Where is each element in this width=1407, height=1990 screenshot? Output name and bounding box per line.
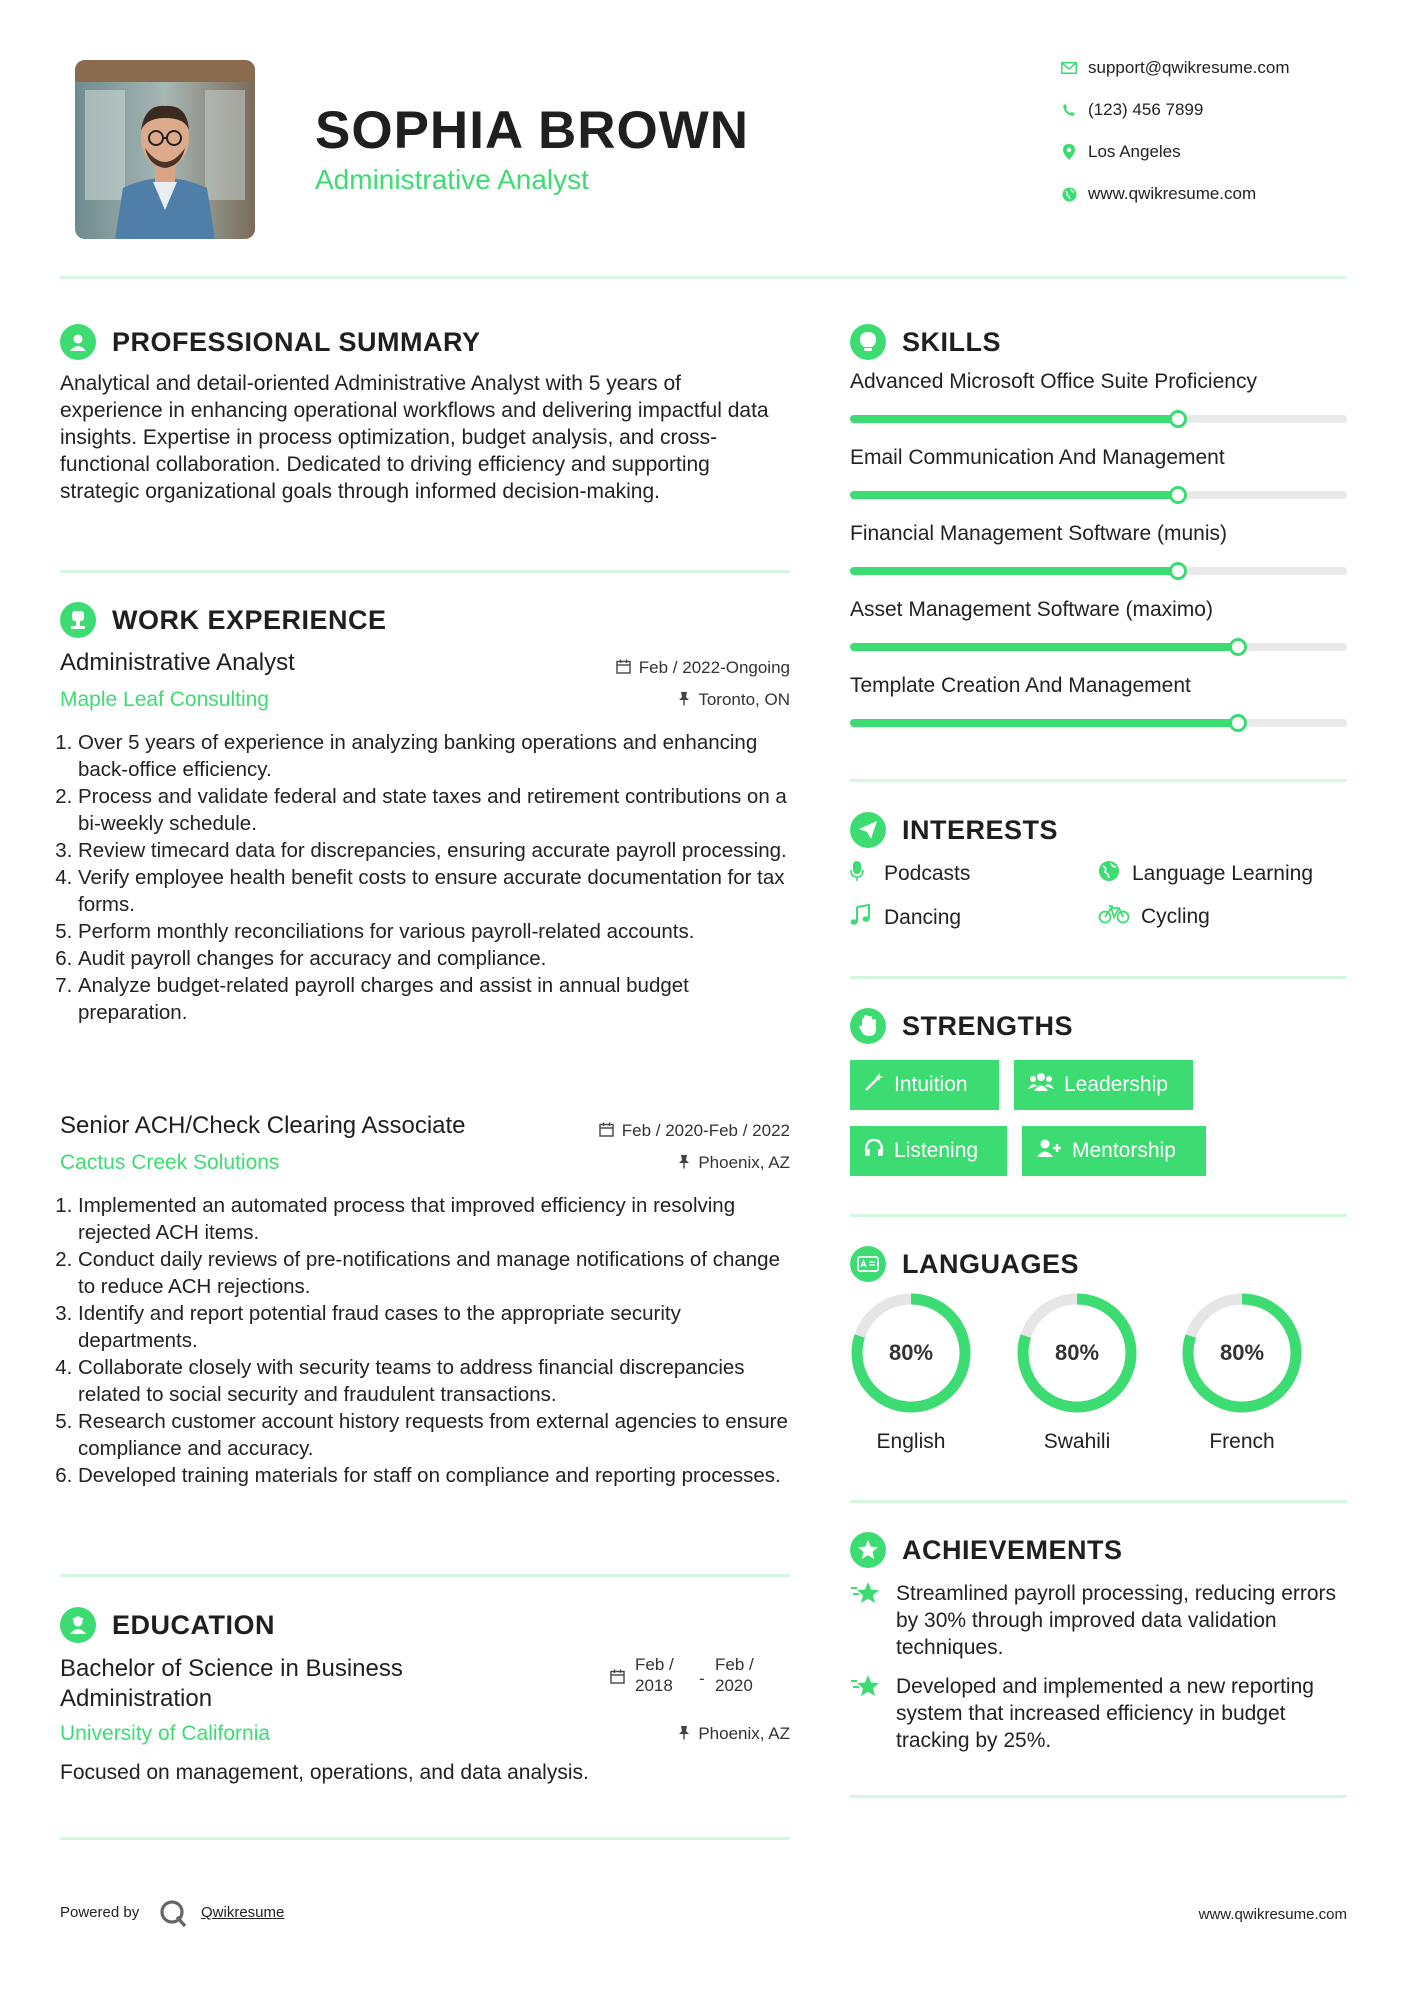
skill-bar-knob xyxy=(1169,410,1187,428)
map-pin-icon xyxy=(1050,144,1088,160)
skill-bar-fill xyxy=(850,719,1238,727)
job-2-location-text: Phoenix, AZ xyxy=(698,1153,790,1172)
languages-divider xyxy=(850,1500,1347,1503)
skills-heading xyxy=(850,324,1001,360)
interest-label: Language Learning xyxy=(1132,862,1314,885)
language-percent: 80% xyxy=(1219,1340,1265,1365)
strength-label: Leadership xyxy=(1064,1073,1168,1096)
contact-location xyxy=(1050,142,1370,162)
strength-label: Listening xyxy=(894,1139,979,1162)
skill-label: Email Communication And Management xyxy=(850,446,1225,469)
achievement-text: Developed and implemented a new reporting system that increased efficiency in budget tracking by 25%. xyxy=(896,1675,1314,1752)
users-icon xyxy=(1028,1072,1054,1098)
list-item: 5. Perform monthly reconciliations for various payroll-related accounts. xyxy=(78,918,795,945)
language-name: Swahili xyxy=(1043,1430,1111,1453)
education-title: EDUCATION xyxy=(112,1609,275,1640)
education-description: Focused on management, operations, and data analysis. xyxy=(60,1761,589,1784)
education-degree-line-2: Administration xyxy=(60,1685,213,1712)
list-item: 6. Developed training materials for staff on compliance and reporting processes. xyxy=(78,1462,800,1489)
language-name: English xyxy=(876,1430,946,1453)
interest-dancing xyxy=(850,904,961,932)
list-item: 7. Analyze budget-related payroll charges and assist in annual budget preparation. xyxy=(78,972,795,1026)
summary-title: PROFESSIONAL SUMMARY xyxy=(112,326,481,357)
strength-tag-mentorship xyxy=(1022,1126,1206,1176)
languages-heading xyxy=(850,1246,1079,1282)
list-item: 6. Audit payroll changes for accuracy and compliance. xyxy=(78,945,795,972)
star-icon xyxy=(850,1673,896,1754)
education-degree-line-1: Bachelor of Science in Business xyxy=(60,1655,403,1682)
job-2-date xyxy=(540,1121,790,1141)
contact-phone[interactable] xyxy=(1050,100,1370,120)
skill-bar xyxy=(850,567,1347,575)
language-percent: 80% xyxy=(1054,1340,1100,1365)
strengths-heading xyxy=(850,1008,1073,1044)
footer-website-link[interactable]: www.qwikresume.com xyxy=(1198,1906,1347,1923)
contact-phone-text: (123) 456 7899 xyxy=(1088,100,1204,119)
experience-title: WORK EXPERIENCE xyxy=(112,604,387,635)
star-badge-icon xyxy=(850,1532,886,1568)
job-1-location-text: Toronto, ON xyxy=(698,690,790,709)
language-name: French xyxy=(1209,1430,1275,1453)
achievements-heading xyxy=(850,1532,1123,1568)
job-1-date xyxy=(540,658,790,678)
summary-text: Analytical and detail-oriented Administrative Analyst with 5 years of experience in enhancing operational workflows and delivering impactful data insights. Expertise in process optimization, budget analysis, and cross-functional collaboration. Dedicated to driving efficiency and supporting strategic organizational goals through informed decision-making. xyxy=(60,372,769,503)
experience-heading xyxy=(60,602,387,638)
skill-bar-fill xyxy=(850,567,1178,575)
skill-bar-knob xyxy=(1169,486,1187,504)
interests-divider xyxy=(850,976,1347,979)
list-item: 3. Identify and report potential fraud cases to the appropriate security departments. xyxy=(78,1300,800,1354)
interest-label: Cycling xyxy=(1141,905,1210,928)
pushpin-icon xyxy=(678,1154,690,1173)
microphone-icon xyxy=(850,860,884,888)
education-heading xyxy=(60,1607,275,1643)
contact-email-text: support@qwikresume.com xyxy=(1088,58,1290,77)
interest-label: Dancing xyxy=(884,906,962,929)
job-1-bullets xyxy=(60,729,795,1026)
strength-label: Mentorship xyxy=(1072,1139,1176,1162)
footer-powered-by: Powered by xyxy=(60,1904,140,1921)
experience-divider xyxy=(60,1574,790,1577)
education-degree xyxy=(60,1654,403,1714)
user-icon xyxy=(60,324,96,360)
skill-bar xyxy=(850,643,1347,651)
education-location-text: Phoenix, AZ xyxy=(698,1724,790,1743)
strengths-divider xyxy=(850,1214,1347,1217)
education-start-month: Feb / xyxy=(635,1655,674,1674)
hand-icon xyxy=(850,1008,886,1044)
language-card-icon xyxy=(850,1246,886,1282)
paper-plane-icon xyxy=(850,812,886,848)
languages-title: LANGUAGES xyxy=(902,1248,1080,1279)
list-item: 2. Conduct daily reviews of pre-notifications and manage notifications of change to reduce ACH rejections. xyxy=(78,1246,800,1300)
list-item: 1. Over 5 years of experience in analyzing banking operations and enhancing back-office efficiency. xyxy=(78,729,795,783)
job-1-location xyxy=(540,690,790,710)
education-end-month: Feb / xyxy=(715,1655,754,1674)
music-note-icon xyxy=(850,904,884,932)
contact-website[interactable] xyxy=(1050,184,1370,204)
skill-bar-fill xyxy=(850,643,1238,651)
skill-label: Template Creation And Management xyxy=(850,674,1191,697)
job-2-bullets xyxy=(60,1192,800,1489)
education-divider xyxy=(60,1837,790,1840)
list-item: 4. Verify employee health benefit costs to ensure accurate documentation for tax forms. xyxy=(78,864,795,918)
footer-brand-link[interactable]: Qwikresume xyxy=(201,1904,285,1921)
list-item: 2. Process and validate federal and state taxes and retirement contributions on a bi-weekly schedule. xyxy=(78,783,795,837)
skills-title: SKILLS xyxy=(902,326,1002,357)
language-percent: 80% xyxy=(888,1340,934,1365)
interests-heading xyxy=(850,812,1058,848)
skill-label: Advanced Microsoft Office Suite Proficiency xyxy=(850,370,1257,393)
job-2-company: Cactus Creek Solutions xyxy=(60,1151,280,1174)
strength-label: Intuition xyxy=(894,1073,968,1096)
achievements-divider xyxy=(850,1795,1347,1798)
profile-photo xyxy=(75,60,255,239)
education-start-date xyxy=(635,1654,674,1696)
list-item: 4. Collaborate closely with security teams to address financial discrepancies related to social security and fraudulent transactions. xyxy=(78,1354,800,1408)
strengths-title: STRENGTHS xyxy=(902,1010,1074,1041)
list-item: 3. Review timecard data for discrepancies, ensuring accurate payroll processing. xyxy=(78,837,795,864)
pushpin-icon xyxy=(678,691,690,710)
headphones-icon xyxy=(864,1138,884,1164)
education-school: University of California xyxy=(60,1722,271,1745)
achievement-item xyxy=(850,1673,1350,1754)
job-1-title: Administrative Analyst xyxy=(60,649,295,676)
job-1-date-text: Feb / 2022-Ongoing xyxy=(638,658,790,677)
skill-bar xyxy=(850,719,1347,727)
skill-bar xyxy=(850,415,1347,423)
interest-label: Podcasts xyxy=(884,862,971,885)
strength-tag-listening xyxy=(850,1126,1007,1176)
phone-icon xyxy=(1050,103,1088,117)
job-2-title: Senior ACH/Check Clearing Associate xyxy=(60,1112,466,1139)
list-item: 1. Implemented an automated process that improved efficiency in resolving rejected ACH items. xyxy=(78,1192,800,1246)
qwikresume-logo-icon xyxy=(158,1898,188,1933)
strength-tag-intuition xyxy=(850,1060,999,1110)
bicycle-icon xyxy=(1098,904,1141,930)
globe-icon xyxy=(1050,187,1088,202)
education-date-separator: - xyxy=(699,1669,705,1688)
contact-email[interactable] xyxy=(1050,58,1370,78)
education-start-year: 2018 xyxy=(635,1676,673,1695)
star-icon xyxy=(850,1580,896,1661)
education-end-year: 2020 xyxy=(715,1676,753,1695)
lightbulb-icon xyxy=(850,324,886,360)
candidate-name: SOPHIA BROWN xyxy=(315,101,750,160)
skill-bar-knob xyxy=(1169,562,1187,580)
achievement-item xyxy=(850,1580,1350,1661)
interest-podcasts xyxy=(850,860,970,888)
skill-bar-knob xyxy=(1229,714,1247,732)
graduate-icon xyxy=(60,1607,96,1643)
calendar-icon xyxy=(610,1668,625,1689)
header-divider xyxy=(60,276,1347,279)
calendar-icon xyxy=(616,659,631,678)
contact-website-text: www.qwikresume.com xyxy=(1088,184,1257,203)
skill-label: Financial Management Software (munis) xyxy=(850,522,1227,545)
briefcase-icon xyxy=(60,602,96,638)
interest-cycling xyxy=(1098,904,1210,930)
calendar-icon xyxy=(599,1122,614,1141)
candidate-role: Administrative Analyst xyxy=(315,164,589,195)
list-item: 5. Research customer account history requests from external agencies to ensure compliance and accuracy. xyxy=(78,1408,800,1462)
skill-bar-knob xyxy=(1229,638,1247,656)
achievements-title: ACHIEVEMENTS xyxy=(902,1534,1123,1565)
education-location xyxy=(540,1724,790,1744)
envelope-icon xyxy=(1050,62,1088,74)
pushpin-icon xyxy=(678,1725,690,1744)
job-1-company: Maple Leaf Consulting xyxy=(60,688,269,711)
achievement-text: Streamlined payroll processing, reducing errors by 30% through improved data validation techniques. xyxy=(896,1582,1337,1659)
user-plus-icon xyxy=(1036,1138,1062,1164)
contact-location-text: Los Angeles xyxy=(1088,142,1181,161)
interests-title: INTERESTS xyxy=(902,814,1059,845)
skill-bar xyxy=(850,491,1347,499)
globe-icon xyxy=(1098,860,1132,888)
strength-tag-leadership xyxy=(1014,1060,1193,1110)
skills-divider xyxy=(850,779,1347,782)
summary-heading xyxy=(60,324,481,360)
skill-bar-fill xyxy=(850,491,1178,499)
education-end-date xyxy=(715,1654,754,1696)
skill-label: Asset Management Software (maximo) xyxy=(850,598,1213,621)
summary-divider xyxy=(60,570,790,573)
job-2-date-text: Feb / 2020-Feb / 2022 xyxy=(621,1121,790,1140)
interest-language-learning xyxy=(1098,860,1313,888)
magic-wand-icon xyxy=(864,1072,884,1098)
job-2-location xyxy=(540,1153,790,1173)
skill-bar-fill xyxy=(850,415,1178,423)
